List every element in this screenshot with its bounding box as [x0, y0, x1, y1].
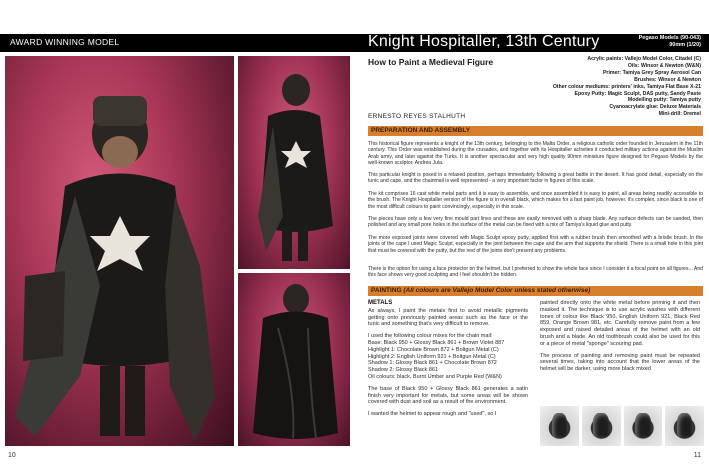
left-page — [0, 0, 354, 472]
body-paragraph: As always, I paint the metals first to avoid metallic pigments getting onto previously painted areas such as the face or the tunic and something that's very difficult to remove. — [368, 307, 528, 328]
helmet-photo-strip — [540, 406, 704, 446]
rear-figure-photo — [238, 273, 350, 446]
helmet-photo — [540, 406, 579, 446]
knight-figure-front — [5, 56, 234, 446]
knight-figure-back — [238, 273, 350, 446]
materials-list — [511, 56, 701, 118]
right-page — [354, 0, 709, 472]
kit-scale: 90mm (1/20) — [669, 42, 701, 48]
section-heading-text: PREPARATION AND ASSEMBLY — [371, 127, 471, 134]
materials-item: Cyanoacrylate glue: Deluxe Materials — [609, 104, 701, 111]
mix-item: Shadow 2: Glossy Black 861 — [368, 367, 439, 374]
helmet-photo — [665, 406, 704, 446]
materials-item: Oils: Winsor & Newton (W&N) — [627, 62, 701, 69]
knight-figure-side — [238, 56, 350, 269]
body-paragraph: There is the option for using a face protector on the helmet, but I preferred to show the whole face since I consider it a focal point on all figures... And this face shows very good sculpting and I feel shouldn't be hidden. — [368, 266, 703, 279]
side-figure-photo — [238, 56, 350, 269]
main-figure-photo — [5, 56, 234, 446]
colour-mix-list — [368, 333, 528, 381]
mix-item: Oil colours: black, Burnt Umber and Purple Red (W&N) — [368, 373, 502, 380]
section-heading-preparation — [368, 126, 703, 136]
section-heading-note: (All colours are Vallejo Model Color unless stated otherwise) — [403, 287, 591, 294]
materials-item: Primer: Tamiya Grey Spray Aerosol Can — [602, 69, 701, 76]
mix-item: Highlight 1: Chocolate Brown 872 + Boltgun Metal (C) — [368, 346, 499, 353]
kit-maker: Pegaso Models (90-043) — [638, 35, 701, 41]
section-heading-painting — [368, 286, 703, 296]
column-left — [368, 300, 528, 423]
body-paragraph: This historical figure represents a knight of the 13th century, belonging to the Malta Order, a religious catholic order founded in Jerusalem in the 11th century. This Order was established during the crusades, and together with its Hospitaller activities it conducted military actions against the Muslim Arab army, and later against the Turks. It is another spectacular and very high quality 90mm miniature figure designed for Pegaso Models by the well-known sculptor, Andrea Jula. — [368, 141, 703, 166]
body-paragraph: I wanted the helmet to appear rough and "used", so I — [368, 411, 497, 418]
article-title: Knight Hospitaller, 13th Century — [368, 33, 600, 50]
column-right — [540, 300, 700, 378]
helmet-photo — [624, 406, 663, 446]
page-number-left: 10 — [8, 452, 16, 459]
author-name: ERNESTO REYES STALHUTH — [368, 113, 466, 120]
section-heading-main: PAINTING — [371, 287, 402, 294]
mix-intro: I used the following colour mixes for the chain mail: — [368, 333, 493, 340]
article-subtitle: How to Paint a Medieval Figure — [368, 57, 494, 67]
body-paragraph: The more exposed joints were covered with Magic Sculpt epoxy putty, applied first with a rubber brush then smoothed with a bristle brush. In the joints of the cape I used Magic Sculpt, especially in the joint between the cape and the arm that supports the shield. There is a small hole in this joint that must be covered with the putty, but the rest of the joints don't present any problems. — [368, 235, 703, 254]
materials-item: Acrylic paints: Vallejo Model Color, Citadel (C) — [587, 56, 701, 62]
materials-item: Modelling putty: Tamiya putty — [627, 97, 701, 104]
materials-item: Other colour mediums: printers' inks, Tamiya Flat Base X-21 — [552, 83, 701, 90]
mix-item: Shadow 1: Glossy Black 861 + Chocolate Brown 872 — [368, 360, 497, 367]
metals-heading: METALS — [368, 300, 393, 306]
page-number-right: 11 — [693, 452, 701, 459]
materials-item: Epoxy Putty: Magic Sculpt, DAS putty, Sandy Paste — [574, 90, 701, 97]
body-paragraph: painted directly onto the white metal before priming it and then masked it. The technique is to use acrylic washes with different tones of colour like Black 950, English Uniform 921, Black Red 859, Orange Brown 981, etc. Carefully remove paint from a few exposed and raised detailed areas of the helmet with an old brush and a blade. An old toothbrush could also be used for this or a piece of metal "sponge" scouring pad. — [540, 300, 700, 347]
helmet-photo — [582, 406, 621, 446]
kit-reference — [639, 35, 701, 49]
section-label: AWARD WINNING MODEL — [10, 37, 120, 47]
left-header-bar — [0, 34, 354, 52]
mix-item: Highlight 2: English Uniform 921 + Boltgun Metal (C) — [368, 353, 496, 360]
body-paragraph: This particular knight is posed in a relaxed position, perhaps immediately following a great battle in the desert. It has good detail, especially on the tunic and cape, and the chainmail is well represented - a very important factor in figures of this scale. — [368, 172, 703, 185]
materials-item: Mini-drill: Dremel — [658, 111, 701, 118]
body-paragraph: The kit comprises 16 cast white metal parts and it is easy to assemble, and once assembled it is easy to paint, all areas being readily accessible to the brush. The Knight Hospitaller version of the figure is in overall black, which makes for a fast paint job, however, it's complex, since black is one of the most difficult colours to paint convincingly, especially in this scale. — [368, 191, 703, 210]
materials-item: Brushes: Winsor & Newton — [634, 76, 701, 83]
body-paragraph: The process of painting and removing paint must be repeated several times, taking into account that the lower areas of the helmet will be darker, using more black mixed — [540, 352, 700, 373]
body-paragraph: The pieces have only a few very fine mould part lines and these are easily removed with a sharp blade. Any surface defects can be sanded, then polished and any small pore holes in the surface of the metal can be fixed with a mix of Tamiya's liquid glue and putty. — [368, 216, 703, 229]
body-paragraph: The base of Black 950 + Glossy Black 861 generates a satin finish very important for metals, but some areas will be shown covered with dust and soil as a result of the environment. — [368, 385, 528, 406]
section-heading-text — [371, 287, 590, 294]
mix-item: Base: Black 950 + Glossy Black 861 + Brown Violet 887 — [368, 339, 505, 346]
